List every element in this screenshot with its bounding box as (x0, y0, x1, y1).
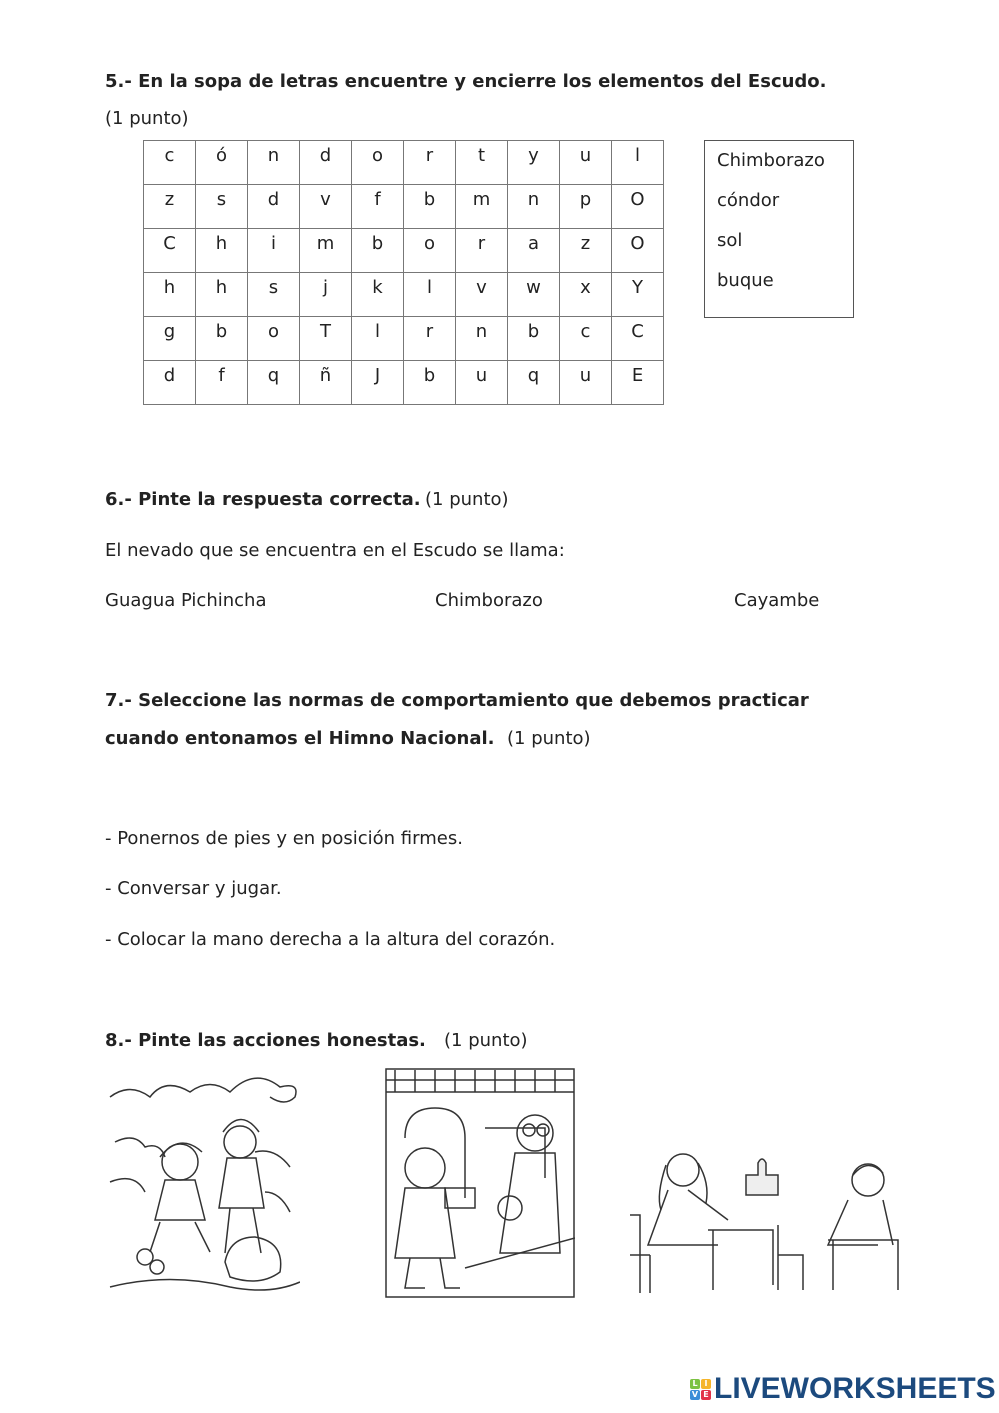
grid-cell[interactable]: m (300, 229, 352, 273)
grid-row (144, 317, 664, 361)
grid-cell[interactable]: b (508, 317, 560, 361)
grid-cell[interactable]: g (144, 317, 196, 361)
grid-cell[interactable]: h (196, 229, 248, 273)
kids-picking-flowers-illustration[interactable] (105, 1062, 300, 1297)
grid-cell[interactable]: o (404, 229, 456, 273)
grid-cell[interactable]: j (300, 273, 352, 317)
logo-letter: I (701, 1379, 711, 1389)
grid-cell[interactable]: z (144, 185, 196, 229)
logo-letter: V (691, 1389, 699, 1399)
grid-cell[interactable]: d (300, 141, 352, 185)
word: sol (717, 230, 743, 251)
grid-cell[interactable]: r (404, 141, 456, 185)
grid-cell[interactable]: b (404, 361, 456, 405)
liveworksheets-logo (690, 1372, 996, 1406)
grid-cell[interactable]: J (352, 361, 404, 405)
logo-text: LIVEWORKSHEETS (714, 1372, 996, 1405)
grid-cell[interactable]: c (144, 141, 196, 185)
option-guagua-pichincha[interactable]: Guagua Pichincha (105, 590, 267, 611)
grid-cell[interactable]: k (352, 273, 404, 317)
grid-cell[interactable]: s (196, 185, 248, 229)
grid-row (144, 273, 664, 317)
grid-cell[interactable]: r (404, 317, 456, 361)
grid-cell[interactable]: a (508, 229, 560, 273)
logo-letter: L (690, 1379, 700, 1389)
grid-cell[interactable]: m (456, 185, 508, 229)
option-chimborazo[interactable]: Chimborazo (435, 590, 543, 611)
grid-cell[interactable]: r (456, 229, 508, 273)
grid-cell[interactable]: w (508, 273, 560, 317)
q6-prompt: El nevado que se encuentra en el Escudo se llama: (105, 540, 565, 561)
grid-cell[interactable]: f (196, 361, 248, 405)
grid-cell[interactable]: l (612, 141, 664, 185)
grid-cell[interactable]: b (196, 317, 248, 361)
word-search-grid[interactable] (143, 140, 664, 405)
option-cayambe[interactable]: Cayambe (734, 590, 820, 611)
grid-cell[interactable]: O (612, 229, 664, 273)
school-kids-illustration[interactable] (385, 1068, 575, 1298)
grid-cell[interactable]: n (508, 185, 560, 229)
q6-points: (1 punto) (425, 489, 509, 510)
grid-cell[interactable]: o (248, 317, 300, 361)
grid-cell[interactable]: p (560, 185, 612, 229)
grid-cell[interactable]: n (248, 141, 300, 185)
grid-row (144, 185, 664, 229)
q8-points: (1 punto) (444, 1030, 528, 1051)
grid-row (144, 361, 664, 405)
word-list-box (704, 140, 854, 318)
grid-cell[interactable]: n (456, 317, 508, 361)
grid-row (144, 141, 664, 185)
grid-cell[interactable]: T (300, 317, 352, 361)
grid-cell[interactable]: h (144, 273, 196, 317)
grid-cell[interactable]: s (248, 273, 300, 317)
grid-cell[interactable]: O (612, 185, 664, 229)
grid-cell[interactable]: v (300, 185, 352, 229)
grid-cell[interactable]: v (456, 273, 508, 317)
grid-cell[interactable]: q (248, 361, 300, 405)
word: cóndor (717, 190, 780, 211)
grid-cell[interactable]: h (196, 273, 248, 317)
grid-row (144, 229, 664, 273)
grid-cell[interactable]: C (144, 229, 196, 273)
grid-cell[interactable]: t (456, 141, 508, 185)
q7-option[interactable]: - Colocar la mano derecha a la altura del corazón. (105, 929, 556, 950)
students-taking-exam-illustration[interactable] (628, 1145, 903, 1295)
grid-cell[interactable]: u (560, 141, 612, 185)
grid-cell[interactable]: i (248, 229, 300, 273)
grid-cell[interactable]: C (612, 317, 664, 361)
q8-title: 8.- Pinte las acciones honestas. (105, 1030, 426, 1051)
grid-cell[interactable]: z (560, 229, 612, 273)
grid-cell[interactable]: u (456, 361, 508, 405)
q5-points: (1 punto) (105, 108, 189, 129)
grid-cell[interactable]: o (352, 141, 404, 185)
grid-cell[interactable]: u (560, 361, 612, 405)
grid-cell[interactable]: b (352, 229, 404, 273)
grid-cell[interactable]: Y (612, 273, 664, 317)
grid-cell[interactable]: b (404, 185, 456, 229)
q5-title: 5.- En la sopa de letras encuentre y encierre los elementos del Escudo. (105, 71, 827, 92)
logo-icon (690, 1379, 711, 1400)
q7-option[interactable]: - Conversar y jugar. (105, 878, 282, 899)
grid-cell[interactable]: ñ (300, 361, 352, 405)
word: buque (717, 270, 774, 291)
logo-letter: E (701, 1390, 711, 1400)
q7-points: (1 punto) (507, 728, 591, 749)
grid-cell[interactable]: x (560, 273, 612, 317)
q7-option[interactable]: - Ponernos de pies y en posición firmes. (105, 828, 463, 849)
word: Chimborazo (717, 150, 825, 171)
grid-cell[interactable]: l (404, 273, 456, 317)
grid-cell[interactable]: d (248, 185, 300, 229)
grid-cell[interactable]: E (612, 361, 664, 405)
grid-cell[interactable]: l (352, 317, 404, 361)
grid-cell[interactable]: f (352, 185, 404, 229)
grid-cell[interactable]: d (144, 361, 196, 405)
grid-cell[interactable]: y (508, 141, 560, 185)
q7-title-line1: 7.- Seleccione las normas de comportamiento que debemos practicar (105, 690, 809, 711)
grid-cell[interactable]: c (560, 317, 612, 361)
grid-cell[interactable]: ó (196, 141, 248, 185)
q6-title: 6.- Pinte la respuesta correcta. (105, 489, 421, 510)
q7-title-line2: cuando entonamos el Himno Nacional. (105, 728, 495, 749)
grid-cell[interactable]: q (508, 361, 560, 405)
